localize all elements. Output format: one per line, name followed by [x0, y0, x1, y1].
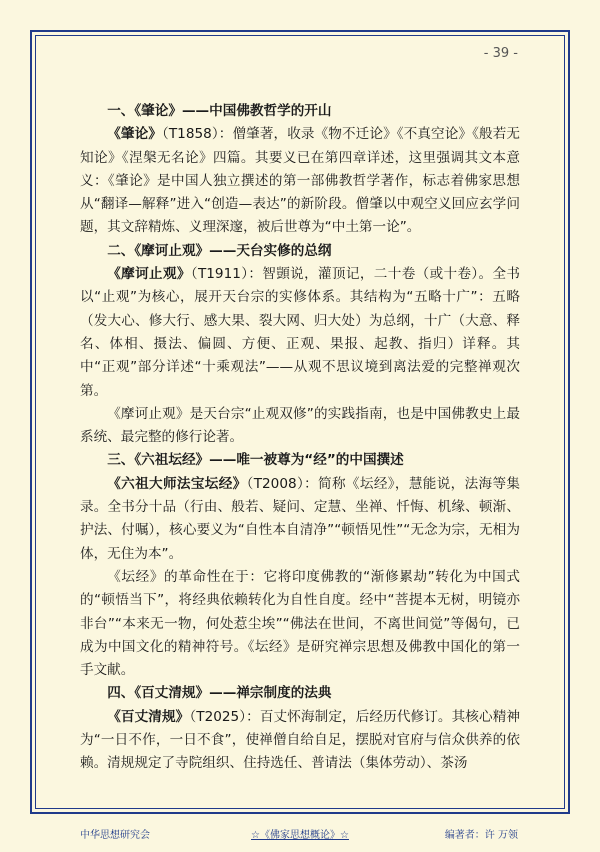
paragraph	[80, 566, 520, 682]
paragraph	[80, 123, 520, 239]
section-heading: 四、《百丈清规》——禅宗制度的法典	[107, 685, 332, 702]
paragraph	[80, 403, 520, 450]
book-title: 《百丈清规》	[107, 708, 190, 725]
section-heading: 一、《肇论》——中国佛教哲学的开山	[107, 103, 332, 119]
paragraph-text: 《摩诃止观》是天台宗“止观双修”的实践指南，也是中国佛教史上最系统、最完整的修行论著。	[80, 405, 520, 446]
book-title: 《肇论》	[107, 126, 162, 143]
footer-book-title-link[interactable]: ☆《佛家思想概论》☆	[251, 830, 349, 841]
section-heading: 三、《六祖坛经》——唯一被尊为“经”的中国撰述	[107, 452, 404, 469]
book-title: 《摩诃止观》	[107, 266, 191, 283]
footer-author: 编著者：许 万领	[444, 830, 518, 841]
paragraph	[80, 706, 520, 776]
paragraph-text: （T2008）：简称《坛经》，慧能说，法海等集录。全书分十品（行由、般若、疑问、定慧、坐禅、忏悔、机缘、顿渐、护法、付嘱），核心要义为“自性本自清净”“顿悟见性”“无念为宗，无相为体，无住为本”。	[80, 475, 521, 562]
paragraph	[80, 263, 520, 403]
section-heading: 二、《摩诃止观》——天台实修的总纲	[107, 242, 332, 259]
footer-organization: 中华思想研究会	[80, 830, 150, 841]
page-number: - 39 -	[483, 46, 518, 61]
article-body	[80, 100, 520, 776]
paragraph-text: （T1858）：僧肇著，收录《物不迁论》《不真空论》《般若无知论》《涅槃无名论》四篇。其要义已在第四章详述，这里强调其文本意义：《肇论》是中国人独立撰述的第一部佛教哲学著作，标志着佛家思想从“翻译—解释”进入“创造—表达”的新阶段。僧肇以中观空义回应玄学问题，其文辞精炼、义理深邃，被后世尊为“中土第一论”。	[80, 126, 521, 236]
paragraph-text: （T1911）：智顗说，灌顶记，二十卷（或十卷）。全书以“止观”为核心，展开天台宗的实修体系。其结构为“五略十广”：五略（发大心、修大行、感大果、裂大网、归大处）为总纲，十广（大意、释名、体相、摄法、偏圆、方便、正观、果报、起教、指归）详释。其中“正观”部分详述“十乘观法”——从观不思议境到离法爱的完整禅观次第。	[80, 266, 520, 399]
paragraph-text: 《坛经》的革命性在于：它将印度佛教的“渐修累劫”转化为中国式的“顿悟当下”，将经典依赖转化为自性自度。经中“菩提本无树，明镜亦非台”“本来无一物，何处惹尘埃”“佛法在世间，不离世间觉”等偈句，已成为中国文化的精神符号。《坛经》是研究禅宗思想及佛教中国化的第一手文献。	[80, 568, 520, 679]
paragraph	[80, 473, 520, 566]
paragraph-text: （T2025）：百丈怀海制定，后经历代修订。其核心精神为“一日不作，一日不食”，使禅僧自给自足，摆脱对官府与信众供养的依赖。清规规定了寺院组织、住持选任、普请法（集体劳动）、茶汤	[80, 708, 520, 772]
book-title: 《六祖大师法宝坛经》	[107, 475, 247, 492]
